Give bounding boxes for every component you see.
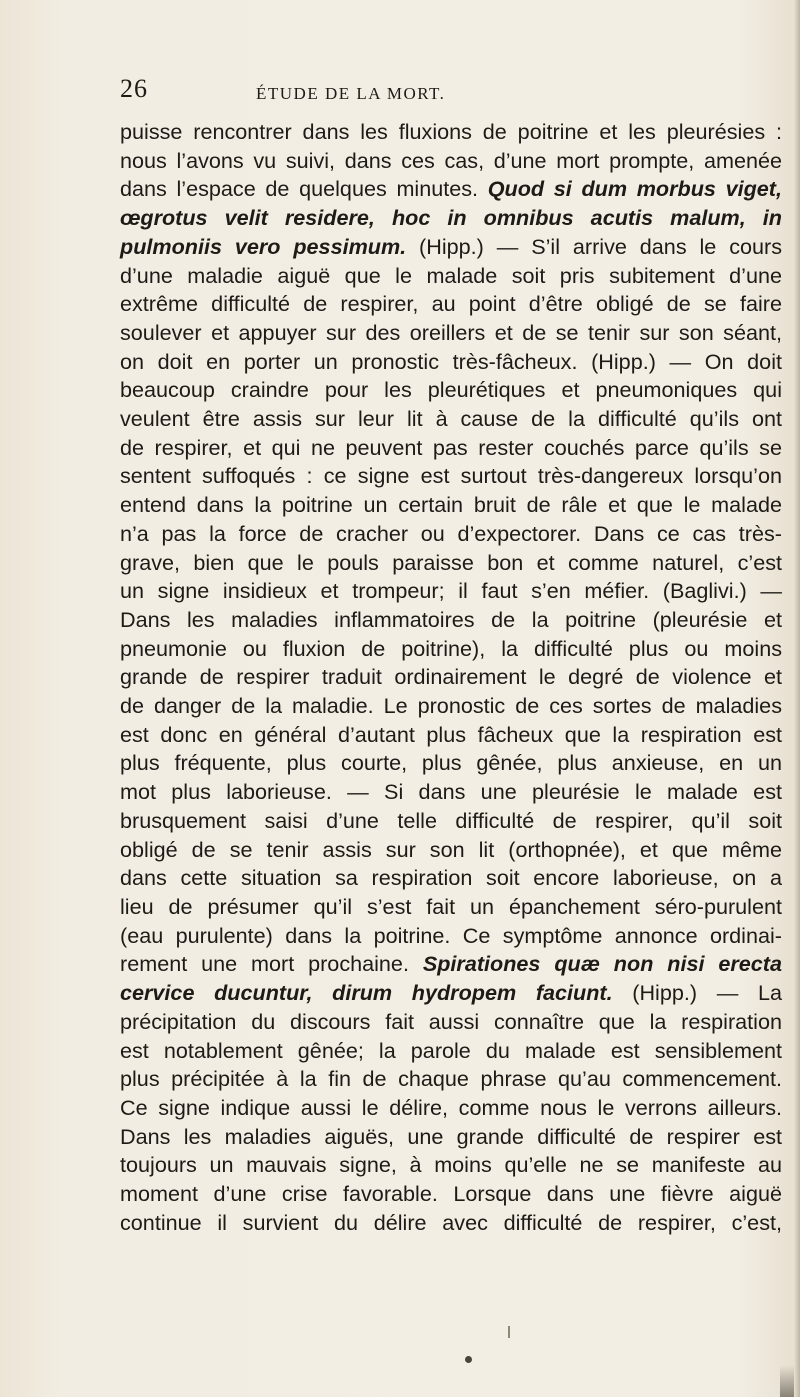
text-segment: dans l’espace de quelques minutes.: [120, 176, 488, 202]
text-segment: on doit en porter un pronostic très-fâcheux. (Hipp.) — On doit: [120, 348, 782, 374]
text-segment: rement une mort prochaine.: [120, 951, 423, 977]
body-text: [120, 118, 782, 1237]
text-segment: un signe insidieux et trompeur; il faut s’en méfier. (Baglivi.) —: [120, 578, 782, 604]
text-line: [120, 262, 782, 291]
text-line: [120, 290, 782, 319]
page-corner-shadow: [780, 1365, 794, 1397]
text-segment: est notablement gênée; la parole du malade est sensiblement: [120, 1037, 782, 1063]
text-line: [120, 376, 782, 405]
text-segment: (Hipp.) — La: [612, 980, 782, 1006]
text-line: [120, 807, 782, 836]
latin-quote: Quod si dum morbus viget,: [487, 176, 782, 202]
text-segment: Dans les maladies aiguës, une grande difficulté de respirer est: [120, 1123, 782, 1149]
page-number: 26: [120, 74, 148, 103]
text-segment: d’une maladie aiguë que le malade soit pris subitement d’une: [120, 262, 782, 288]
text-line: [120, 1123, 782, 1152]
latin-quote: Spirationes quæ non nisi erecta: [422, 951, 782, 977]
text-segment: dans cette situation sa respiration soit encore laborieuse, on a: [120, 865, 782, 891]
latin-quote: cervice ducuntur, dirum hydropem faciunt.: [120, 980, 613, 1006]
text-line: [120, 1094, 782, 1123]
print-speck: [508, 1326, 510, 1338]
text-segment: nous l’avons vu suivi, dans ces cas, d’une mort prompte, amenée: [120, 147, 782, 173]
text-line: [120, 1037, 782, 1066]
text-line: [120, 922, 782, 951]
text-segment: Ce signe indique aussi le délire, comme nous le verrons ailleurs.: [120, 1094, 782, 1120]
text-line: [120, 950, 782, 979]
text-segment: extrême difficulté de respirer, au point d’être obligé de se faire: [120, 291, 782, 317]
text-segment: précipitation du discours fait aussi connaître que la respiration: [120, 1008, 782, 1034]
latin-quote: œgrotus velit residere, hoc in omnibus acutis malum, in: [120, 205, 782, 231]
text-segment: soulever et appuyer sur des oreillers et de se tenir sur son séant,: [120, 319, 782, 345]
text-line: [120, 1209, 782, 1238]
text-line: [120, 491, 782, 520]
text-line: [120, 118, 782, 147]
text-segment: grave, bien que le pouls paraisse bon et comme naturel, c’est: [120, 549, 782, 575]
text-line: [120, 319, 782, 348]
text-line: [120, 778, 782, 807]
latin-quote: pulmoniis vero pessimum.: [120, 233, 407, 259]
text-line: [120, 549, 782, 578]
text-line: [120, 405, 782, 434]
text-line: [120, 348, 782, 377]
text-line: [120, 520, 782, 549]
text-segment: est donc en général d’autant plus fâcheux que la respiration est: [120, 721, 782, 747]
text-line: [120, 864, 782, 893]
text-line: [120, 577, 782, 606]
text-line: [120, 233, 782, 262]
text-segment: mot plus laborieuse. — Si dans une pleurésie le malade est: [120, 779, 782, 805]
text-line: [120, 1151, 782, 1180]
text-segment: toujours un mauvais signe, à moins qu’elle ne se manifeste au: [120, 1152, 782, 1178]
text-line: [120, 721, 782, 750]
text-segment: beaucoup craindre pour les pleurétiques et pneumoniques qui: [120, 377, 782, 403]
text-line: [120, 462, 782, 491]
text-line: [120, 692, 782, 721]
text-segment: grande de respirer traduit ordinairement le degré de violence et: [120, 664, 782, 690]
text-segment: brusquement saisi d’une telle difficulté de respirer, qu’il soit: [120, 807, 782, 833]
text-line: [120, 979, 782, 1008]
text-segment: entend dans la poitrine un certain bruit de râle et que le malade: [120, 492, 782, 518]
text-line: [120, 606, 782, 635]
text-segment: obligé de se tenir assis sur son lit (orthopnée), et que même: [120, 836, 782, 862]
running-head: ÉTUDE DE LA MORT.: [256, 84, 446, 103]
text-segment: de respirer, et qui ne peuvent pas rester couchés parce qu’ils se: [120, 434, 782, 460]
text-segment: de danger de la maladie. Le pronostic de ces sortes de maladies: [120, 693, 782, 719]
text-segment: plus précipitée à la fin de chaque phrase qu’au commencement.: [120, 1066, 782, 1092]
text-line: [120, 663, 782, 692]
text-segment: plus fréquente, plus courte, plus gênée, plus anxieuse, en un: [120, 750, 782, 776]
text-line: [120, 175, 782, 204]
text-segment: sentent suffoqués : ce signe est surtout très-dangereux lorsqu’on: [120, 463, 782, 489]
text-segment: veulent être assis sur leur lit à cause de la difficulté qu’ils ont: [120, 406, 782, 432]
text-line: [120, 434, 782, 463]
ink-spot: [465, 1356, 472, 1363]
text-segment: (Hipp.) — S’il arrive dans le cours: [406, 233, 783, 259]
text-line: [120, 204, 782, 233]
text-line: [120, 1065, 782, 1094]
text-segment: Dans les maladies inflammatoires de la poitrine (pleurésie et: [120, 606, 782, 632]
text-segment: continue il survient du délire avec difficulté de respirer, c’est,: [120, 1209, 782, 1235]
text-line: [120, 1180, 782, 1209]
page-edge-shadow: [794, 0, 800, 1397]
text-line: [120, 749, 782, 778]
text-segment: moment d’une crise favorable. Lorsque dans une fièvre aiguë: [120, 1181, 782, 1207]
text-segment: puisse rencontrer dans les fluxions de poitrine et les pleurésies :: [120, 119, 782, 144]
text-segment: pneumonie ou fluxion de poitrine), la difficulté plus ou moins: [120, 635, 782, 661]
text-segment: n’a pas la force de cracher ou d’expectorer. Dans ce cas très-: [120, 520, 782, 546]
text-line: [120, 836, 782, 865]
text-segment: lieu de présumer qu’il s’est fait un épanchement séro-purulent: [120, 893, 782, 919]
text-line: [120, 1008, 782, 1037]
page-header: [120, 76, 780, 106]
text-line: [120, 893, 782, 922]
text-segment: (eau purulente) dans la poitrine. Ce symptôme annonce ordinai-: [120, 922, 782, 948]
text-line: [120, 147, 782, 176]
text-line: [120, 635, 782, 664]
